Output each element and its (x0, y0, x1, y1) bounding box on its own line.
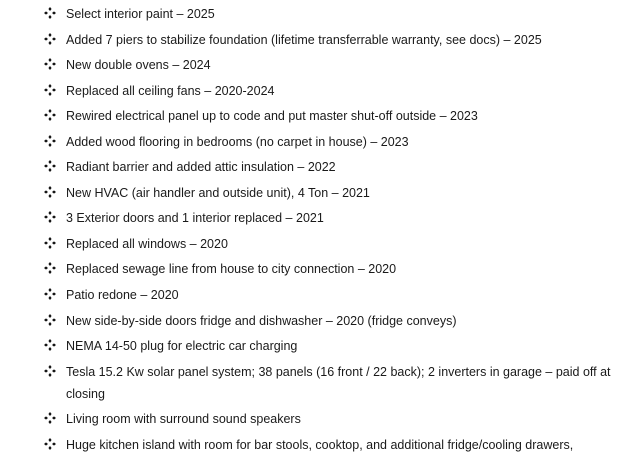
list-item (0, 335, 640, 357)
list-item (0, 80, 640, 102)
list-item (0, 207, 640, 229)
list-item-text: Replaced sewage line from house to city connection – 2020 (66, 262, 397, 277)
list-item (0, 434, 640, 456)
list-item-text: Select interior paint – 2025 (66, 7, 215, 21)
four-diamond-bullet-icon (44, 7, 56, 19)
four-diamond-bullet-icon (44, 262, 56, 274)
four-diamond-bullet-icon (44, 84, 56, 96)
four-diamond-bullet-icon (44, 160, 56, 172)
list-item-text: Huge kitchen island with room for bar stools, cooktop, and additional fridge/cooling drawers, (66, 437, 574, 452)
four-diamond-bullet-icon (44, 186, 56, 198)
list-item-text: New side-by-side doors fridge and dishwasher – 2020 (fridge conveys) (66, 313, 457, 328)
list-item-text: Added wood flooring in bedrooms (no carpet in house) – 2023 (66, 134, 409, 149)
list-item-text: Replaced all ceiling fans – 2020-2024 (66, 83, 275, 98)
list-item-text: New double ovens – 2024 (66, 58, 211, 73)
list-item-text: Added 7 piers to stabilize foundation (lifetime transferrable warranty, see docs) – 2025 (66, 32, 542, 47)
list-item (0, 131, 640, 153)
four-diamond-bullet-icon (44, 109, 56, 121)
four-diamond-bullet-icon (44, 365, 56, 377)
list-item (0, 105, 640, 127)
four-diamond-bullet-icon (44, 314, 56, 326)
four-diamond-bullet-icon (44, 211, 56, 223)
four-diamond-bullet-icon (44, 135, 56, 147)
list-item-text: Replaced all windows – 2020 (66, 236, 228, 251)
four-diamond-bullet-icon (44, 339, 56, 351)
list-item (0, 29, 640, 51)
list-item (0, 3, 640, 25)
four-diamond-bullet-icon (44, 438, 56, 450)
list-item-text: 3 Exterior doors and 1 interior replaced – 2021 (66, 211, 324, 226)
update-list (0, 3, 640, 459)
four-diamond-bullet-icon (44, 33, 56, 45)
list-item-text: Living room with surround sound speakers (66, 412, 301, 427)
four-diamond-bullet-icon (44, 237, 56, 249)
four-diamond-bullet-icon (44, 58, 56, 70)
list-item (0, 54, 640, 76)
list-item (0, 258, 640, 280)
list-item (0, 310, 640, 332)
list-item (0, 361, 640, 405)
list-item (0, 408, 640, 430)
list-item-text: Radiant barrier and added attic insulation – 2022 (66, 160, 336, 175)
list-item-text: Tesla 15.2 Kw solar panel system; 38 panels (16 front / 22 back); 2 inverters in garage – paid off at closing (66, 364, 611, 401)
list-item (0, 156, 640, 178)
list-item-text: Rewired electrical panel up to code and put master shut-off outside – 2023 (66, 109, 478, 124)
list-item-text: New HVAC (air handler and outside unit), 4 Ton – 2021 (66, 185, 370, 200)
list-item (0, 233, 640, 255)
four-diamond-bullet-icon (44, 288, 56, 300)
four-diamond-bullet-icon (44, 412, 56, 424)
list-item (0, 182, 640, 204)
list-item-text: Patio redone – 2020 (66, 288, 179, 303)
list-item-text: NEMA 14-50 plug for electric car charging (66, 339, 298, 354)
list-item (0, 284, 640, 306)
